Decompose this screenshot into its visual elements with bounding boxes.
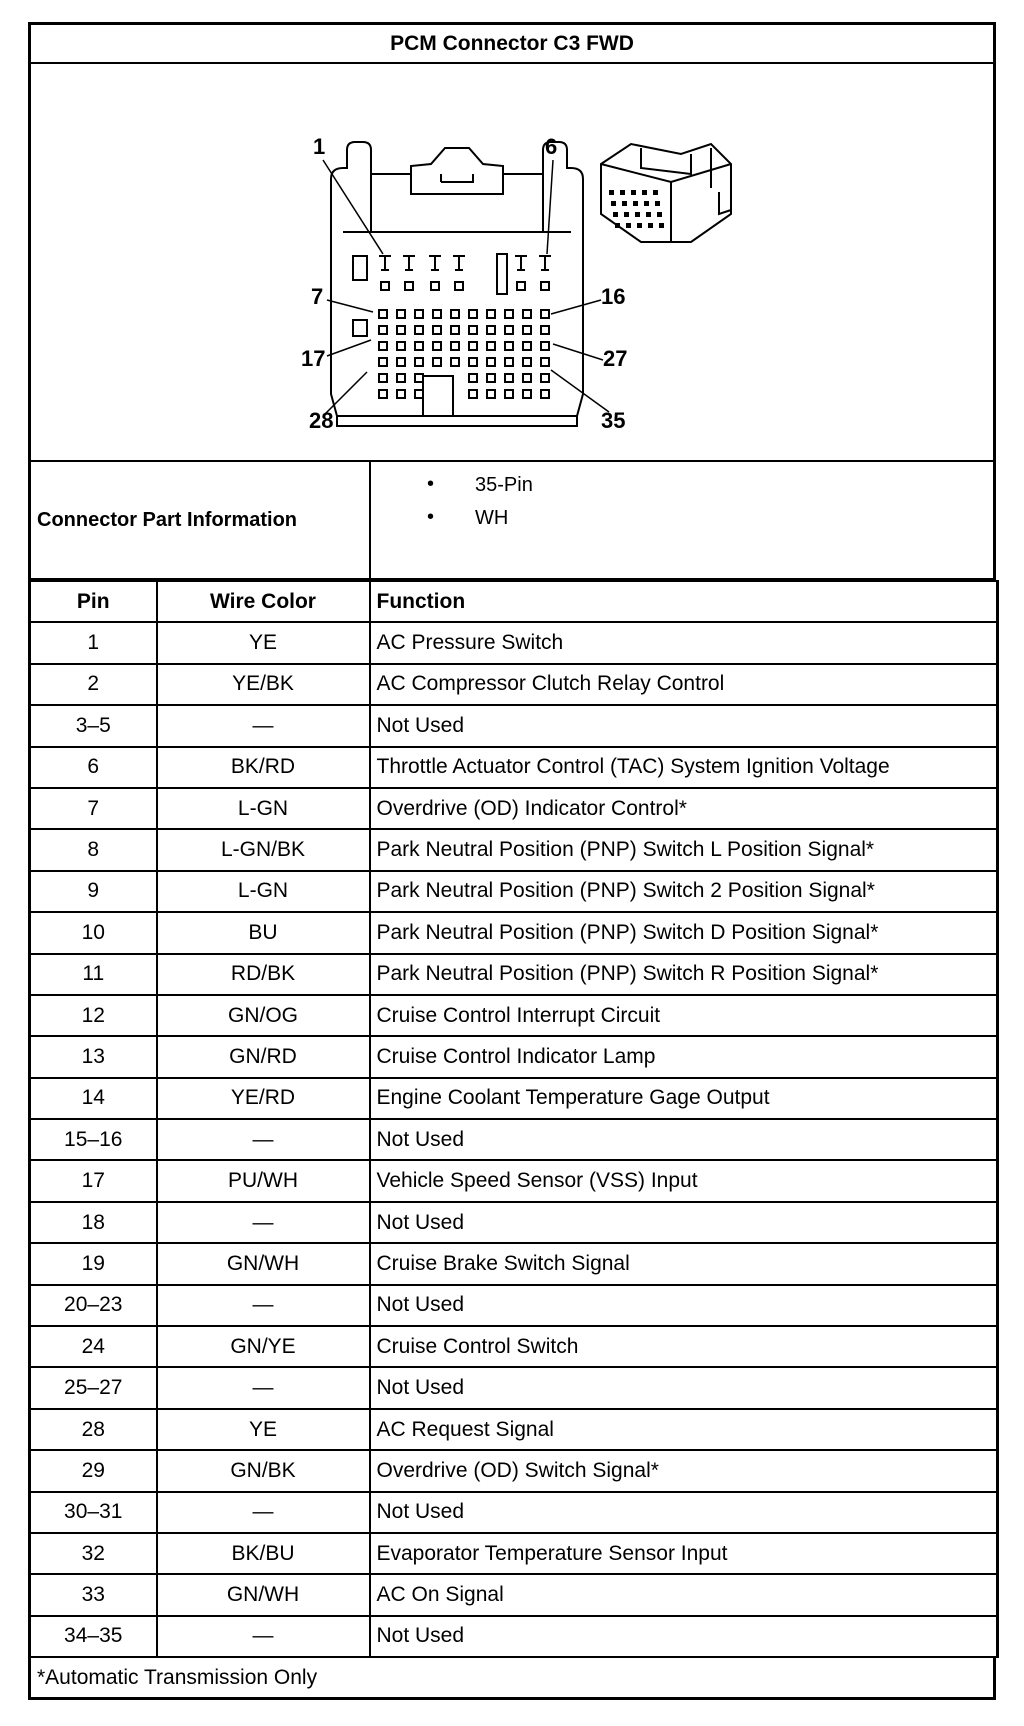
pin-cavity xyxy=(469,310,477,318)
pin-cavity-grid xyxy=(379,310,549,398)
pin-cavity xyxy=(397,390,405,398)
table-row xyxy=(30,705,998,746)
function-cell: Not Used xyxy=(370,1285,998,1326)
pin-cavity xyxy=(523,310,531,318)
part-info-color: • WH xyxy=(427,507,993,540)
iso-pin xyxy=(635,212,640,217)
pinout-table xyxy=(28,580,999,1658)
iso-pin xyxy=(611,201,616,206)
callout-pin-6: 6 xyxy=(545,134,558,159)
pin-cavity xyxy=(451,358,459,366)
table-row xyxy=(30,1367,998,1408)
wire-color-cell: YE/RD xyxy=(157,1078,370,1119)
wire-color-cell: — xyxy=(157,1616,370,1657)
callout-pin-1: 1 xyxy=(313,134,326,159)
function-cell: AC Pressure Switch xyxy=(370,622,998,663)
function-cell: Not Used xyxy=(370,1492,998,1533)
pin-cavity xyxy=(487,310,495,318)
table-row xyxy=(30,1450,998,1491)
callout-pin-17: 17 xyxy=(301,346,326,371)
pin-cavity xyxy=(505,310,513,318)
pin-cavity xyxy=(505,342,513,350)
iso-pin xyxy=(644,201,649,206)
pin-cavity xyxy=(487,358,495,366)
connector-diagram xyxy=(31,64,993,460)
function-cell: Evaporator Temperature Sensor Input xyxy=(370,1533,998,1574)
pin-cavity xyxy=(415,342,423,350)
pin-cavity xyxy=(469,326,477,334)
table-row xyxy=(30,747,998,788)
wire-color-cell: GN/RD xyxy=(157,1036,370,1077)
function-cell: Throttle Actuator Control (TAC) System Ignition Voltage xyxy=(370,747,998,788)
iso-pin xyxy=(626,223,631,228)
wire-color-cell: GN/YE xyxy=(157,1326,370,1367)
wire-color-cell: BU xyxy=(157,912,370,953)
pin-cell: 19 xyxy=(30,1243,157,1284)
callout-pin-28: 28 xyxy=(309,408,334,433)
wire-color-cell: GN/OG xyxy=(157,995,370,1036)
iso-pin xyxy=(633,201,638,206)
function-cell: AC Request Signal xyxy=(370,1409,998,1450)
wire-color-cell: BK/BU xyxy=(157,1533,370,1574)
pin-cell: 34–35 xyxy=(30,1616,157,1657)
wire-color-cell: YE/BK xyxy=(157,664,370,705)
pin-cell: 25–27 xyxy=(30,1367,157,1408)
pin-cell: 11 xyxy=(30,954,157,995)
iso-pin xyxy=(609,190,614,195)
part-info-pin-count: • 35-Pin xyxy=(427,474,993,507)
pin-cavity xyxy=(379,358,387,366)
pin-cavity xyxy=(487,374,495,382)
function-cell: AC On Signal xyxy=(370,1574,998,1615)
pin-cavity xyxy=(415,358,423,366)
wire-color-cell: YE xyxy=(157,1409,370,1450)
iso-pin xyxy=(631,190,636,195)
function-cell: Park Neutral Position (PNP) Switch R Position Signal* xyxy=(370,954,998,995)
pin-cell: 7 xyxy=(30,788,157,829)
pin-cell: 24 xyxy=(30,1326,157,1367)
pin-cavity xyxy=(523,374,531,382)
pin-cell: 8 xyxy=(30,829,157,870)
iso-pin xyxy=(613,212,618,217)
pin-cell: 18 xyxy=(30,1202,157,1243)
pin-cavity xyxy=(379,390,387,398)
pin-cavity xyxy=(505,374,513,382)
pin-cavity xyxy=(523,358,531,366)
connector-figure xyxy=(28,64,996,462)
pin-cavity xyxy=(541,358,549,366)
pin-cavity xyxy=(487,326,495,334)
callout-leaders xyxy=(323,160,609,414)
table-row xyxy=(30,622,998,663)
wire-color-cell: GN/WH xyxy=(157,1574,370,1615)
pin-cavity xyxy=(397,342,405,350)
wire-color-cell: — xyxy=(157,705,370,746)
pin-cell: 12 xyxy=(30,995,157,1036)
callout-pin-27: 27 xyxy=(603,346,628,371)
table-header-row xyxy=(30,581,998,622)
wire-color-cell: GN/WH xyxy=(157,1243,370,1284)
iso-pin xyxy=(646,212,651,217)
pin-cavity xyxy=(379,342,387,350)
wire-color-cell: PU/WH xyxy=(157,1160,370,1201)
iso-pin xyxy=(622,201,627,206)
footnote: *Automatic Transmission Only xyxy=(28,1658,996,1700)
part-info-list xyxy=(371,462,993,578)
pin-cell: 30–31 xyxy=(30,1492,157,1533)
table-row xyxy=(30,1616,998,1657)
pin-cell: 13 xyxy=(30,1036,157,1077)
pin-cavity xyxy=(541,390,549,398)
iso-pin xyxy=(657,212,662,217)
pin-cell: 14 xyxy=(30,1078,157,1119)
wire-color-cell: L-GN xyxy=(157,788,370,829)
connector-sheet xyxy=(28,22,996,1700)
pin-cavity xyxy=(451,326,459,334)
wire-color-cell: — xyxy=(157,1367,370,1408)
pin-cell: 28 xyxy=(30,1409,157,1450)
table-row xyxy=(30,788,998,829)
pin-cavity xyxy=(433,326,441,334)
pin-cell: 17 xyxy=(30,1160,157,1201)
pin-cell: 2 xyxy=(30,664,157,705)
pin-cavity xyxy=(541,374,549,382)
pin-cavity xyxy=(505,326,513,334)
table-row xyxy=(30,1160,998,1201)
iso-pin xyxy=(655,201,660,206)
pin-cavity xyxy=(397,310,405,318)
pin-cavity xyxy=(415,374,423,382)
callout-pin-16: 16 xyxy=(601,284,626,309)
pin-cavity xyxy=(523,326,531,334)
isometric-pin-dots xyxy=(609,190,664,228)
pin-cavity xyxy=(469,374,477,382)
pin-cell: 1 xyxy=(30,622,157,663)
pin-cavity xyxy=(523,390,531,398)
table-row xyxy=(30,954,998,995)
pin-cavity xyxy=(379,326,387,334)
header-function: Function xyxy=(370,581,998,622)
table-row xyxy=(30,1119,998,1160)
pin-cavity xyxy=(541,342,549,350)
function-cell: Cruise Control Indicator Lamp xyxy=(370,1036,998,1077)
function-cell: Not Used xyxy=(370,1202,998,1243)
pin-cavity xyxy=(433,358,441,366)
pin-cell: 32 xyxy=(30,1533,157,1574)
header-wire-color: Wire Color xyxy=(157,581,370,622)
pin-cell: 15–16 xyxy=(30,1119,157,1160)
function-cell: AC Compressor Clutch Relay Control xyxy=(370,664,998,705)
pin-cavity xyxy=(469,358,477,366)
wire-color-cell: BK/RD xyxy=(157,747,370,788)
function-cell: Cruise Control Interrupt Circuit xyxy=(370,995,998,1036)
table-row xyxy=(30,1036,998,1077)
table-row xyxy=(30,664,998,705)
iso-pin xyxy=(659,223,664,228)
function-cell: Park Neutral Position (PNP) Switch D Position Signal* xyxy=(370,912,998,953)
table-row xyxy=(30,1202,998,1243)
pin-cavity xyxy=(469,342,477,350)
table-row xyxy=(30,871,998,912)
wire-color-cell: — xyxy=(157,1119,370,1160)
pin-cavity xyxy=(523,342,531,350)
pin-cavity xyxy=(505,390,513,398)
pin-cavity xyxy=(415,326,423,334)
iso-pin xyxy=(620,190,625,195)
pin-cavity xyxy=(397,358,405,366)
pin-cavity xyxy=(541,310,549,318)
part-info-label: Connector Part Information xyxy=(31,462,371,578)
table-row xyxy=(30,1285,998,1326)
pin-cell: 20–23 xyxy=(30,1285,157,1326)
pin-cell: 9 xyxy=(30,871,157,912)
callout-pin-35: 35 xyxy=(601,408,626,433)
pin-cavity xyxy=(433,342,441,350)
connector-part-info xyxy=(28,462,996,580)
function-cell: Engine Coolant Temperature Gage Output xyxy=(370,1078,998,1119)
wire-color-cell: RD/BK xyxy=(157,954,370,995)
table-row xyxy=(30,1533,998,1574)
wire-color-cell: — xyxy=(157,1202,370,1243)
pin-cavity xyxy=(469,390,477,398)
table-row xyxy=(30,1574,998,1615)
page-title: PCM Connector C3 FWD xyxy=(28,22,996,64)
table-row xyxy=(30,995,998,1036)
pin-cavity xyxy=(505,358,513,366)
table-row xyxy=(30,912,998,953)
iso-pin xyxy=(653,190,658,195)
wire-color-cell: GN/BK xyxy=(157,1450,370,1491)
pin-cavity xyxy=(433,310,441,318)
wire-color-cell: L-GN/BK xyxy=(157,829,370,870)
iso-pin xyxy=(624,212,629,217)
iso-pin xyxy=(615,223,620,228)
wire-color-cell: — xyxy=(157,1492,370,1533)
function-cell: Cruise Control Switch xyxy=(370,1326,998,1367)
function-cell: Not Used xyxy=(370,1119,998,1160)
wire-color-cell: — xyxy=(157,1285,370,1326)
pin-cavity xyxy=(541,326,549,334)
header-pin: Pin xyxy=(30,581,157,622)
table-row xyxy=(30,1243,998,1284)
table-row xyxy=(30,1492,998,1533)
iso-pin xyxy=(642,190,647,195)
pin-cell: 33 xyxy=(30,1574,157,1615)
function-cell: Cruise Brake Switch Signal xyxy=(370,1243,998,1284)
function-cell: Park Neutral Position (PNP) Switch 2 Position Signal* xyxy=(370,871,998,912)
top-terminals xyxy=(379,256,551,290)
pin-cell: 29 xyxy=(30,1450,157,1491)
function-cell: Park Neutral Position (PNP) Switch L Position Signal* xyxy=(370,829,998,870)
table-row xyxy=(30,1326,998,1367)
wire-color-cell: YE xyxy=(157,622,370,663)
pin-cavity xyxy=(397,326,405,334)
pin-cavity xyxy=(379,374,387,382)
pin-cavity xyxy=(451,342,459,350)
function-cell: Overdrive (OD) Switch Signal* xyxy=(370,1450,998,1491)
pin-cavity xyxy=(379,310,387,318)
pin-cavity xyxy=(487,390,495,398)
pin-cell: 10 xyxy=(30,912,157,953)
pin-cavity xyxy=(415,390,423,398)
pin-cavity xyxy=(487,342,495,350)
callout-pin-7: 7 xyxy=(311,284,324,309)
wire-color-cell: L-GN xyxy=(157,871,370,912)
pin-cavity xyxy=(397,374,405,382)
pin-cell: 6 xyxy=(30,747,157,788)
table-row xyxy=(30,1078,998,1119)
function-cell: Vehicle Speed Sensor (VSS) Input xyxy=(370,1160,998,1201)
table-row xyxy=(30,829,998,870)
function-cell: Not Used xyxy=(370,705,998,746)
iso-pin xyxy=(637,223,642,228)
function-cell: Overdrive (OD) Indicator Control* xyxy=(370,788,998,829)
function-cell: Not Used xyxy=(370,1367,998,1408)
pin-cavity xyxy=(451,310,459,318)
iso-pin xyxy=(648,223,653,228)
table-row xyxy=(30,1409,998,1450)
pin-cell: 3–5 xyxy=(30,705,157,746)
pin-cavity xyxy=(415,310,423,318)
function-cell: Not Used xyxy=(370,1616,998,1657)
